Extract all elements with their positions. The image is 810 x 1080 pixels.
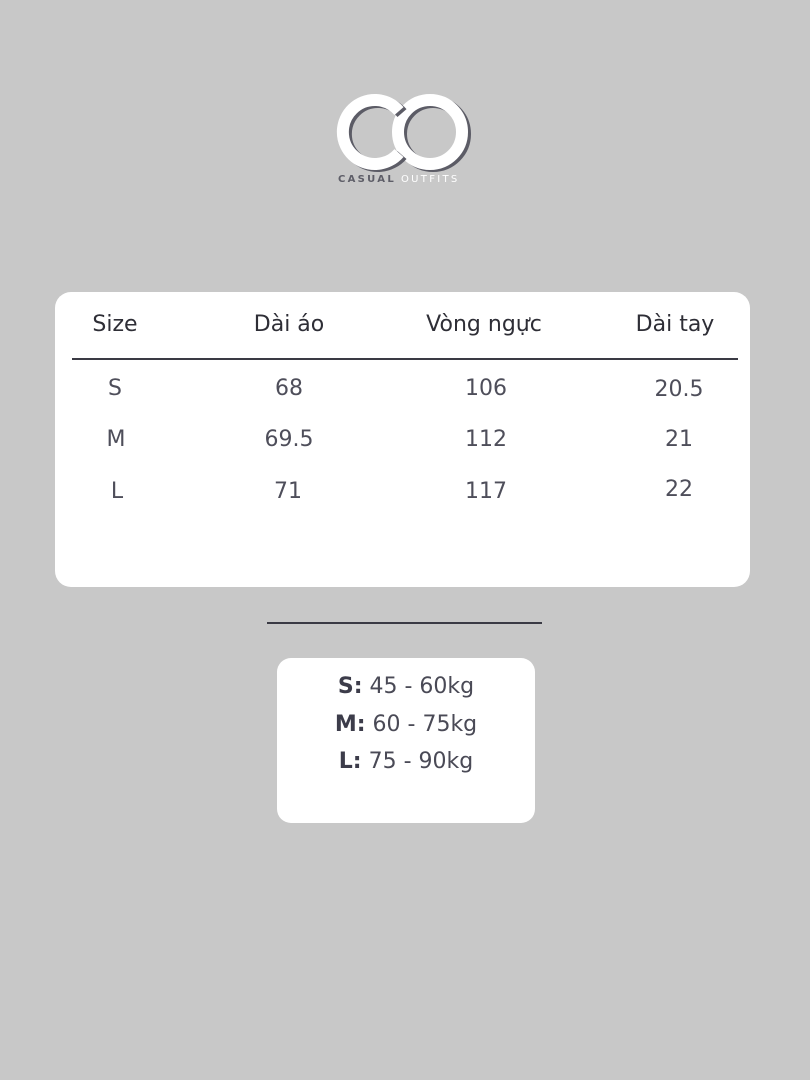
weight-row-l (277, 749, 535, 774)
weight-guide-card (277, 658, 535, 823)
header-sleeve: Dài tay (635, 312, 715, 337)
section-divider (267, 622, 542, 624)
weight-row-m (277, 712, 535, 737)
row-s-length: 68 (275, 376, 303, 401)
header-divider (72, 358, 738, 360)
header-size: Size (92, 312, 138, 337)
row-s-size: S (108, 376, 122, 401)
row-m-length: 69.5 (264, 427, 314, 452)
brand-word-casual: CASUAL (338, 174, 397, 185)
row-s-sleeve: 20.5 (654, 377, 704, 402)
brand-word-outfits: OUTFITS (401, 174, 460, 185)
weight-range-m: 60 - 75kg (372, 712, 478, 737)
row-l-chest: 117 (465, 479, 507, 504)
header-chest: Vòng ngực (426, 312, 542, 337)
size-chart-card (55, 292, 750, 587)
header-length: Dài áo (253, 312, 325, 337)
weight-label-s: S: (337, 674, 363, 699)
weight-label-l: L: (338, 749, 362, 774)
row-l-length: 71 (274, 479, 302, 504)
weight-range-l: 75 - 90kg (368, 749, 474, 774)
row-l-sleeve: 22 (665, 477, 693, 502)
row-l-size: L (110, 479, 124, 504)
row-m-size: M (106, 427, 126, 452)
row-m-sleeve: 21 (665, 427, 693, 452)
brand-name (338, 174, 478, 185)
weight-range-s: 45 - 60kg (369, 674, 475, 699)
row-m-chest: 112 (465, 427, 507, 452)
weight-row-s (277, 674, 535, 699)
co-monogram-icon (336, 92, 476, 176)
weight-label-m: M: (334, 712, 366, 737)
row-s-chest: 106 (465, 376, 507, 401)
